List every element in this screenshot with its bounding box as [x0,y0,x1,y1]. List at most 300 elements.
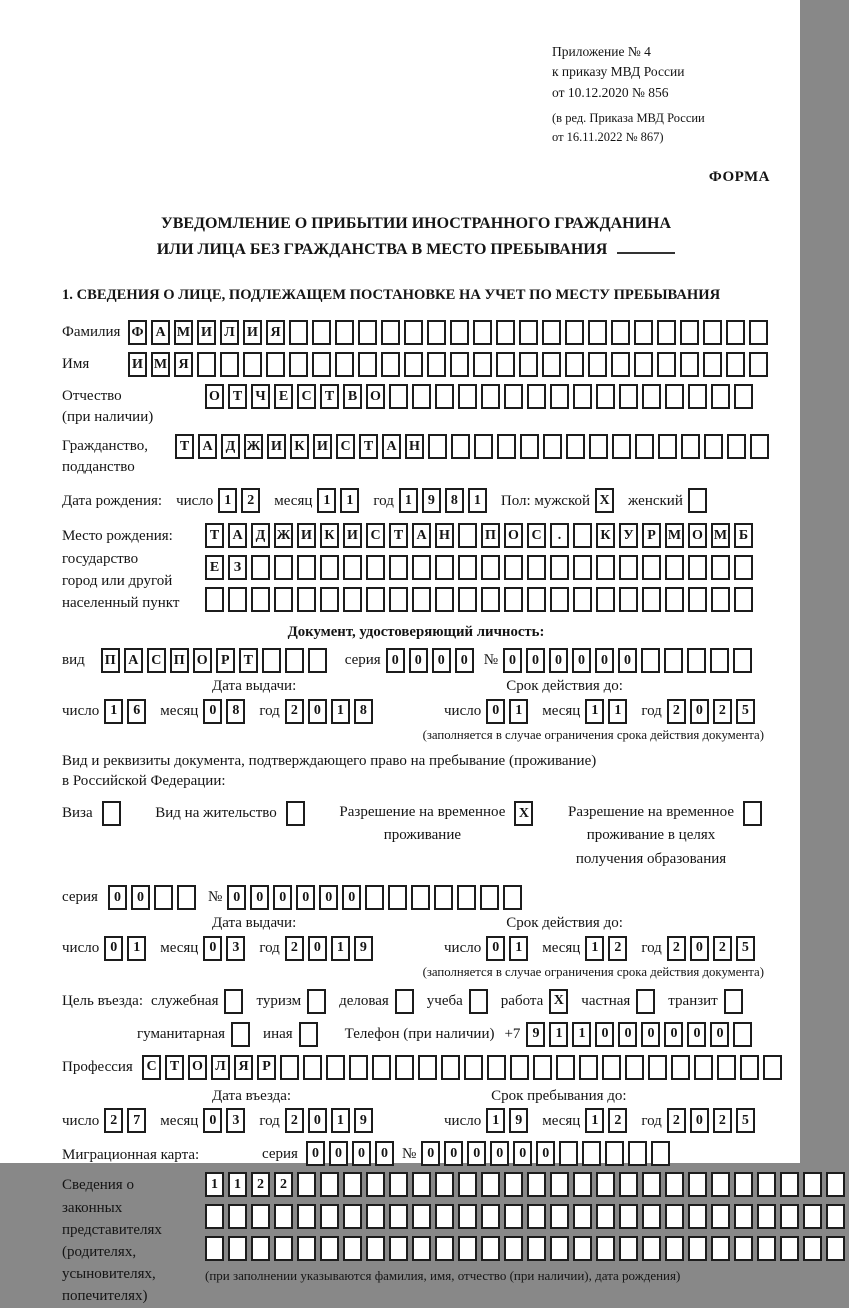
char-box[interactable]: 5 [736,699,755,724]
char-box[interactable] [435,384,454,409]
char-box[interactable] [343,555,362,580]
char-box[interactable] [297,555,316,580]
char-box[interactable] [619,1236,638,1261]
char-box[interactable]: 0 [306,1141,325,1166]
char-box[interactable]: П [101,648,120,673]
char-box[interactable] [641,648,660,673]
char-box[interactable]: А [228,523,247,548]
char-box[interactable] [605,1141,624,1166]
char-box[interactable] [711,587,730,612]
char-box[interactable]: 0 [386,648,405,673]
char-box[interactable]: 8 [354,699,373,724]
char-box[interactable] [458,1172,477,1197]
char-box[interactable] [389,1172,408,1197]
purpose-other-checkbox[interactable] [299,1022,322,1047]
char-box[interactable] [803,1236,822,1261]
char-box[interactable] [749,352,768,377]
char-box[interactable]: 0 [273,885,292,910]
char-box[interactable] [550,1172,569,1197]
char-box[interactable] [596,587,615,612]
char-box[interactable] [749,320,768,345]
char-box[interactable] [612,434,631,459]
char-box[interactable]: Т [205,523,224,548]
char-box[interactable]: 0 [308,1108,327,1133]
char-box[interactable]: М [711,523,730,548]
char-box[interactable] [228,587,247,612]
char-box[interactable] [458,523,477,548]
char-box[interactable] [680,352,699,377]
char-box[interactable] [527,555,546,580]
char-box[interactable]: 0 [490,1141,509,1166]
char-box[interactable] [504,555,523,580]
char-box[interactable]: И [243,320,262,345]
char-box[interactable]: Я [174,352,193,377]
char-box[interactable]: Ж [274,523,293,548]
char-box[interactable] [527,1236,546,1261]
char-box[interactable] [335,320,354,345]
migcard-series-boxes[interactable] [306,1141,398,1166]
char-box[interactable] [665,1236,684,1261]
char-box[interactable]: Р [642,523,661,548]
char-box[interactable] [533,1055,552,1080]
char-box[interactable] [177,885,196,910]
char-box[interactable] [727,434,746,459]
char-box[interactable]: Т [165,1055,184,1080]
char-box[interactable] [473,320,492,345]
char-box[interactable]: 2 [713,699,732,724]
char-box[interactable] [596,1236,615,1261]
stay-issue-year-boxes[interactable] [285,936,377,961]
char-box[interactable] [458,1236,477,1261]
char-box[interactable]: И [343,523,362,548]
char-box[interactable]: М [665,523,684,548]
char-box[interactable] [458,555,477,580]
char-box[interactable]: 0 [526,648,545,673]
char-box[interactable] [474,434,493,459]
char-box[interactable]: 1 [509,936,528,961]
char-box[interactable] [412,1172,431,1197]
char-box[interactable]: С [147,648,166,673]
char-box[interactable] [303,1055,322,1080]
char-box[interactable] [543,434,562,459]
char-box[interactable] [711,1204,730,1229]
char-box[interactable] [464,1055,483,1080]
char-box[interactable]: 0 [108,885,127,910]
stay-valid-year-boxes[interactable] [667,936,759,961]
char-box[interactable]: Е [274,384,293,409]
char-box[interactable] [102,801,121,826]
char-box[interactable] [266,352,285,377]
char-box[interactable] [596,384,615,409]
sex-female-checkbox[interactable] [688,488,711,513]
char-box[interactable]: Д [221,434,240,459]
char-box[interactable]: 1 [468,488,487,513]
char-box[interactable] [427,320,446,345]
char-box[interactable]: 5 [736,936,755,961]
char-box[interactable] [550,1236,569,1261]
char-box[interactable] [588,352,607,377]
char-box[interactable] [389,555,408,580]
char-box[interactable] [435,1172,454,1197]
char-box[interactable] [803,1172,822,1197]
char-box[interactable]: 0 [203,1108,222,1133]
char-box[interactable] [636,989,655,1014]
char-box[interactable] [469,989,488,1014]
char-box[interactable] [220,352,239,377]
char-box[interactable] [205,587,224,612]
char-box[interactable] [458,587,477,612]
char-box[interactable]: 2 [667,699,686,724]
birth-year-boxes[interactable] [399,488,491,513]
birthplace-row1-boxes[interactable] [205,523,757,548]
char-box[interactable]: С [527,523,546,548]
char-box[interactable]: С [142,1055,161,1080]
char-box[interactable] [634,320,653,345]
purpose-private-checkbox[interactable] [636,989,659,1014]
char-box[interactable] [395,1055,414,1080]
char-box[interactable]: У [619,523,638,548]
char-box[interactable]: Ч [251,384,270,409]
citizenship-boxes[interactable] [175,434,773,459]
char-box[interactable]: 0 [203,699,222,724]
char-box[interactable]: 0 [687,1022,706,1047]
char-box[interactable] [457,885,476,910]
doc-issue-month-boxes[interactable] [203,699,249,724]
char-box[interactable]: Ф [128,320,147,345]
char-box[interactable] [527,384,546,409]
char-box[interactable] [634,352,653,377]
char-box[interactable] [559,1141,578,1166]
char-box[interactable] [589,434,608,459]
char-box[interactable] [681,434,700,459]
char-box[interactable]: С [336,434,355,459]
birth-month-boxes[interactable] [317,488,363,513]
char-box[interactable]: 2 [274,1172,293,1197]
char-box[interactable] [458,384,477,409]
char-box[interactable] [251,587,270,612]
char-box[interactable]: Я [234,1055,253,1080]
char-box[interactable] [573,587,592,612]
char-box[interactable] [717,1055,736,1080]
char-box[interactable]: К [290,434,309,459]
char-box[interactable] [726,352,745,377]
char-box[interactable] [826,1172,845,1197]
char-box[interactable]: Я [266,320,285,345]
char-box[interactable] [458,1204,477,1229]
stay-valid-month-boxes[interactable] [585,936,631,961]
char-box[interactable]: М [174,320,193,345]
char-box[interactable] [542,352,561,377]
char-box[interactable] [343,1204,362,1229]
char-box[interactable] [251,1204,270,1229]
char-box[interactable] [450,352,469,377]
char-box[interactable] [780,1172,799,1197]
char-box[interactable] [343,1236,362,1261]
char-box[interactable] [665,1172,684,1197]
char-box[interactable] [550,1204,569,1229]
doc-series-boxes[interactable] [386,648,478,673]
char-box[interactable] [389,1236,408,1261]
char-box[interactable] [657,320,676,345]
birthplace-row2-boxes[interactable] [205,555,757,580]
purpose-work-checkbox[interactable] [549,989,572,1014]
char-box[interactable]: 0 [710,1022,729,1047]
char-box[interactable] [628,1141,647,1166]
char-box[interactable]: 2 [608,936,627,961]
char-box[interactable] [297,1204,316,1229]
char-box[interactable] [503,885,522,910]
char-box[interactable] [642,384,661,409]
char-box[interactable]: 9 [526,1022,545,1047]
char-box[interactable]: А [412,523,431,548]
migcard-number-boxes[interactable] [421,1141,674,1166]
char-box[interactable] [389,384,408,409]
char-box[interactable] [335,352,354,377]
char-box[interactable]: 9 [509,1108,528,1133]
char-box[interactable] [205,1236,224,1261]
char-box[interactable] [573,523,592,548]
char-box[interactable] [224,989,243,1014]
char-box[interactable]: 0 [572,648,591,673]
char-box[interactable] [611,320,630,345]
char-box[interactable] [358,320,377,345]
char-box[interactable] [497,434,516,459]
char-box[interactable]: 0 [342,885,361,910]
entry-year-boxes[interactable] [285,1108,377,1133]
char-box[interactable] [642,555,661,580]
char-box[interactable] [481,384,500,409]
char-box[interactable] [274,555,293,580]
char-box[interactable] [504,1204,523,1229]
char-box[interactable] [688,555,707,580]
purpose-business-checkbox[interactable] [395,989,418,1014]
char-box[interactable] [412,1236,431,1261]
char-box[interactable]: 1 [104,699,123,724]
char-box[interactable] [665,555,684,580]
char-box[interactable]: 7 [127,1108,146,1133]
char-box[interactable]: 1 [228,1172,247,1197]
char-box[interactable]: Т [228,384,247,409]
doc-valid-month-boxes[interactable] [585,699,631,724]
char-box[interactable] [619,555,638,580]
char-box[interactable] [496,320,515,345]
char-box[interactable]: Т [359,434,378,459]
char-box[interactable] [197,352,216,377]
char-box[interactable]: 0 [319,885,338,910]
guardians-row1-boxes[interactable] [205,1172,849,1197]
char-box[interactable]: 0 [352,1141,371,1166]
char-box[interactable]: З [228,555,247,580]
char-box[interactable]: 3 [226,936,245,961]
char-box[interactable]: И [313,434,332,459]
char-box[interactable] [703,352,722,377]
doc-valid-day-boxes[interactable] [486,699,532,724]
char-box[interactable]: Р [216,648,235,673]
char-box[interactable] [320,555,339,580]
char-box[interactable]: С [366,523,385,548]
char-box[interactable] [734,384,753,409]
char-box[interactable]: И [197,320,216,345]
char-box[interactable] [780,1204,799,1229]
char-box[interactable] [734,1236,753,1261]
char-box[interactable]: 9 [422,488,441,513]
char-box[interactable] [404,320,423,345]
char-box[interactable] [520,434,539,459]
char-box[interactable]: 2 [104,1108,123,1133]
char-box[interactable]: О [504,523,523,548]
char-box[interactable] [527,1172,546,1197]
char-box[interactable] [312,352,331,377]
char-box[interactable]: 3 [226,1108,245,1133]
char-box[interactable]: 0 [503,648,522,673]
char-box[interactable] [734,555,753,580]
char-box[interactable] [596,1172,615,1197]
char-box[interactable] [588,320,607,345]
char-box[interactable]: 1 [509,699,528,724]
char-box[interactable]: 1 [585,1108,604,1133]
surname-boxes[interactable] [128,320,772,345]
char-box[interactable]: X [595,488,614,513]
char-box[interactable]: 0 [421,1141,440,1166]
char-box[interactable]: 1 [585,699,604,724]
char-box[interactable]: 2 [667,1108,686,1133]
char-box[interactable] [710,648,729,673]
char-box[interactable] [154,885,173,910]
char-box[interactable] [481,555,500,580]
char-box[interactable]: Б [734,523,753,548]
char-box[interactable]: 0 [664,1022,683,1047]
char-box[interactable] [635,434,654,459]
char-box[interactable] [205,1204,224,1229]
char-box[interactable]: 0 [308,936,327,961]
char-box[interactable] [688,488,707,513]
stay-number-boxes[interactable] [227,885,526,910]
char-box[interactable] [481,1204,500,1229]
char-box[interactable] [826,1204,845,1229]
doc-valid-year-boxes[interactable] [667,699,759,724]
char-box[interactable] [358,352,377,377]
char-box[interactable]: 0 [690,699,709,724]
char-box[interactable]: 0 [513,1141,532,1166]
char-box[interactable] [312,320,331,345]
char-box[interactable] [573,555,592,580]
char-box[interactable] [750,434,769,459]
char-box[interactable] [694,1055,713,1080]
char-box[interactable]: 1 [549,1022,568,1047]
guardians-row2-boxes[interactable] [205,1204,849,1229]
char-box[interactable] [366,1204,385,1229]
char-box[interactable]: 0 [549,648,568,673]
char-box[interactable] [579,1055,598,1080]
char-box[interactable] [542,320,561,345]
char-box[interactable]: 8 [226,699,245,724]
char-box[interactable] [611,352,630,377]
char-box[interactable] [320,1236,339,1261]
char-box[interactable] [648,1055,667,1080]
char-box[interactable] [657,352,676,377]
char-box[interactable] [343,587,362,612]
char-box[interactable] [411,885,430,910]
char-box[interactable] [826,1236,845,1261]
char-box[interactable] [642,1204,661,1229]
char-box[interactable] [496,352,515,377]
purpose-official-checkbox[interactable] [224,989,247,1014]
char-box[interactable]: А [124,648,143,673]
char-box[interactable] [743,801,762,826]
char-box[interactable]: 0 [409,648,428,673]
char-box[interactable]: А [382,434,401,459]
char-box[interactable] [450,320,469,345]
char-box[interactable] [274,1204,293,1229]
char-box[interactable] [665,1204,684,1229]
char-box[interactable]: 0 [455,648,474,673]
char-box[interactable]: 0 [595,1022,614,1047]
char-box[interactable]: 1 [608,699,627,724]
char-box[interactable]: 1 [585,936,604,961]
char-box[interactable] [688,1236,707,1261]
char-box[interactable] [228,1236,247,1261]
char-box[interactable] [704,434,723,459]
char-box[interactable] [487,1055,506,1080]
char-box[interactable]: X [514,801,533,826]
char-box[interactable] [251,1236,270,1261]
char-box[interactable]: 6 [127,699,146,724]
char-box[interactable] [297,587,316,612]
char-box[interactable] [733,1022,752,1047]
char-box[interactable] [365,885,384,910]
phone-boxes[interactable] [526,1022,756,1047]
char-box[interactable]: П [170,648,189,673]
char-box[interactable] [734,1204,753,1229]
char-box[interactable]: 0 [595,648,614,673]
doc-issue-day-boxes[interactable] [104,699,150,724]
given-name-boxes[interactable] [128,352,772,377]
char-box[interactable]: Н [435,523,454,548]
char-box[interactable]: 1 [399,488,418,513]
char-box[interactable] [480,885,499,910]
char-box[interactable] [651,1141,670,1166]
char-box[interactable] [251,555,270,580]
char-box[interactable] [671,1055,690,1080]
char-box[interactable]: 2 [285,936,304,961]
char-box[interactable]: 1 [331,936,350,961]
char-box[interactable] [381,352,400,377]
char-box[interactable] [289,352,308,377]
char-box[interactable] [262,648,281,673]
char-box[interactable] [435,587,454,612]
char-box[interactable]: Т [175,434,194,459]
char-box[interactable] [435,1236,454,1261]
stay-valid-day-boxes[interactable] [486,936,532,961]
stay-until-day-boxes[interactable] [486,1108,532,1133]
char-box[interactable] [441,1055,460,1080]
stay-until-year-boxes[interactable] [667,1108,759,1133]
char-box[interactable]: 1 [486,1108,505,1133]
char-box[interactable] [308,648,327,673]
char-box[interactable] [412,555,431,580]
char-box[interactable] [343,1172,362,1197]
char-box[interactable]: И [128,352,147,377]
stay-issue-day-boxes[interactable] [104,936,150,961]
char-box[interactable] [412,1204,431,1229]
char-box[interactable] [481,1172,500,1197]
char-box[interactable]: 0 [375,1141,394,1166]
char-box[interactable] [412,384,431,409]
char-box[interactable] [711,1236,730,1261]
char-box[interactable]: К [596,523,615,548]
char-box[interactable]: 2 [285,699,304,724]
char-box[interactable]: 1 [205,1172,224,1197]
